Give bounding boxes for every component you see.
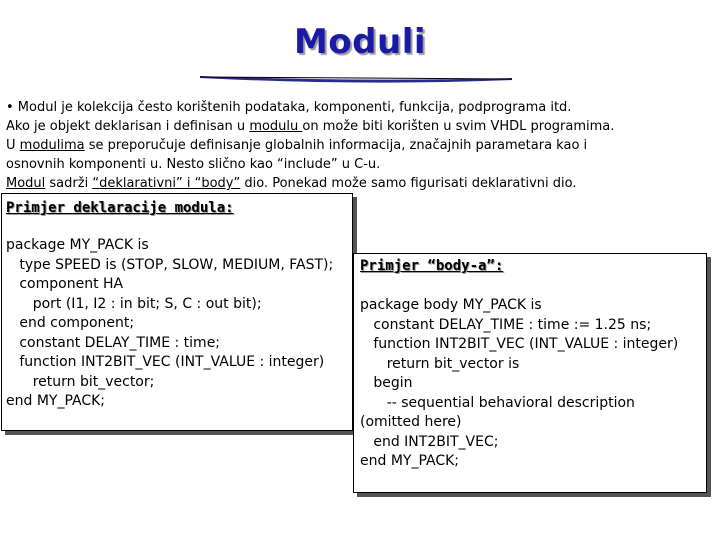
intro-line-5: Modul sadrži “deklarativni” i “body” dio. Ponekad može samo figurisati deklarativni dio.	[6, 176, 577, 191]
declaration-code-block	[6, 236, 333, 412]
body-code-line: package body MY_PACK is	[360, 297, 542, 313]
body-code-line: (omitted here)	[360, 414, 462, 430]
declaration-example-heading: Primjer deklaracije modula:	[6, 200, 234, 216]
declaration-code-line: package MY_PACK is	[6, 237, 149, 253]
declaration-code-line: end MY_PACK;	[6, 393, 106, 409]
body-code-line: end INT2BIT_VEC;	[360, 433, 499, 450]
declaration-code-line: type SPEED is (STOP, SLOW, MEDIUM, FAST);	[6, 256, 334, 273]
body-code-line: begin	[360, 375, 413, 391]
declaration-code-line: component HA	[6, 276, 124, 292]
intro-text	[6, 98, 706, 193]
body-code-line: return bit_vector is	[360, 355, 520, 372]
intro-line-2: Ako je objekt deklarisan i definisan u modulu on može biti korišten u svim VHDL programima.	[6, 119, 615, 134]
declaration-code-line: end component;	[6, 315, 135, 331]
intro-line-3: U modulima se preporučuje definisanje globalnih informacija, značajnih parametara kao i	[6, 138, 588, 153]
declaration-code-line: port (I1, I2 : in bit; S, C : out bit);	[6, 295, 262, 312]
intro-line-1: • Modul je kolekcija često korištenih podataka, komponenti, funkcija, podprograma itd.	[6, 100, 572, 115]
title-underline-rule	[0, 62, 720, 86]
body-example-heading: Primjer “body-a”:	[360, 258, 504, 274]
body-code-line: end MY_PACK;	[360, 453, 460, 469]
intro-line-4: osnovnih komponenti u. Nesto slično kao “include” u C-u.	[6, 157, 381, 172]
slide-title: Moduli	[293, 22, 427, 62]
declaration-code-line: return bit_vector;	[6, 373, 155, 390]
declaration-code-line: function INT2BIT_VEC (INT_VALUE : integer)	[6, 354, 325, 370]
body-code-line: constant DELAY_TIME : time := 1.25 ns;	[360, 316, 652, 333]
declaration-code-line: constant DELAY_TIME : time;	[6, 334, 221, 351]
body-code-line: function INT2BIT_VEC (INT_VALUE : integer)	[360, 336, 679, 352]
body-code-block	[360, 296, 678, 472]
body-code-line: -- sequential behavioral description	[360, 394, 635, 411]
